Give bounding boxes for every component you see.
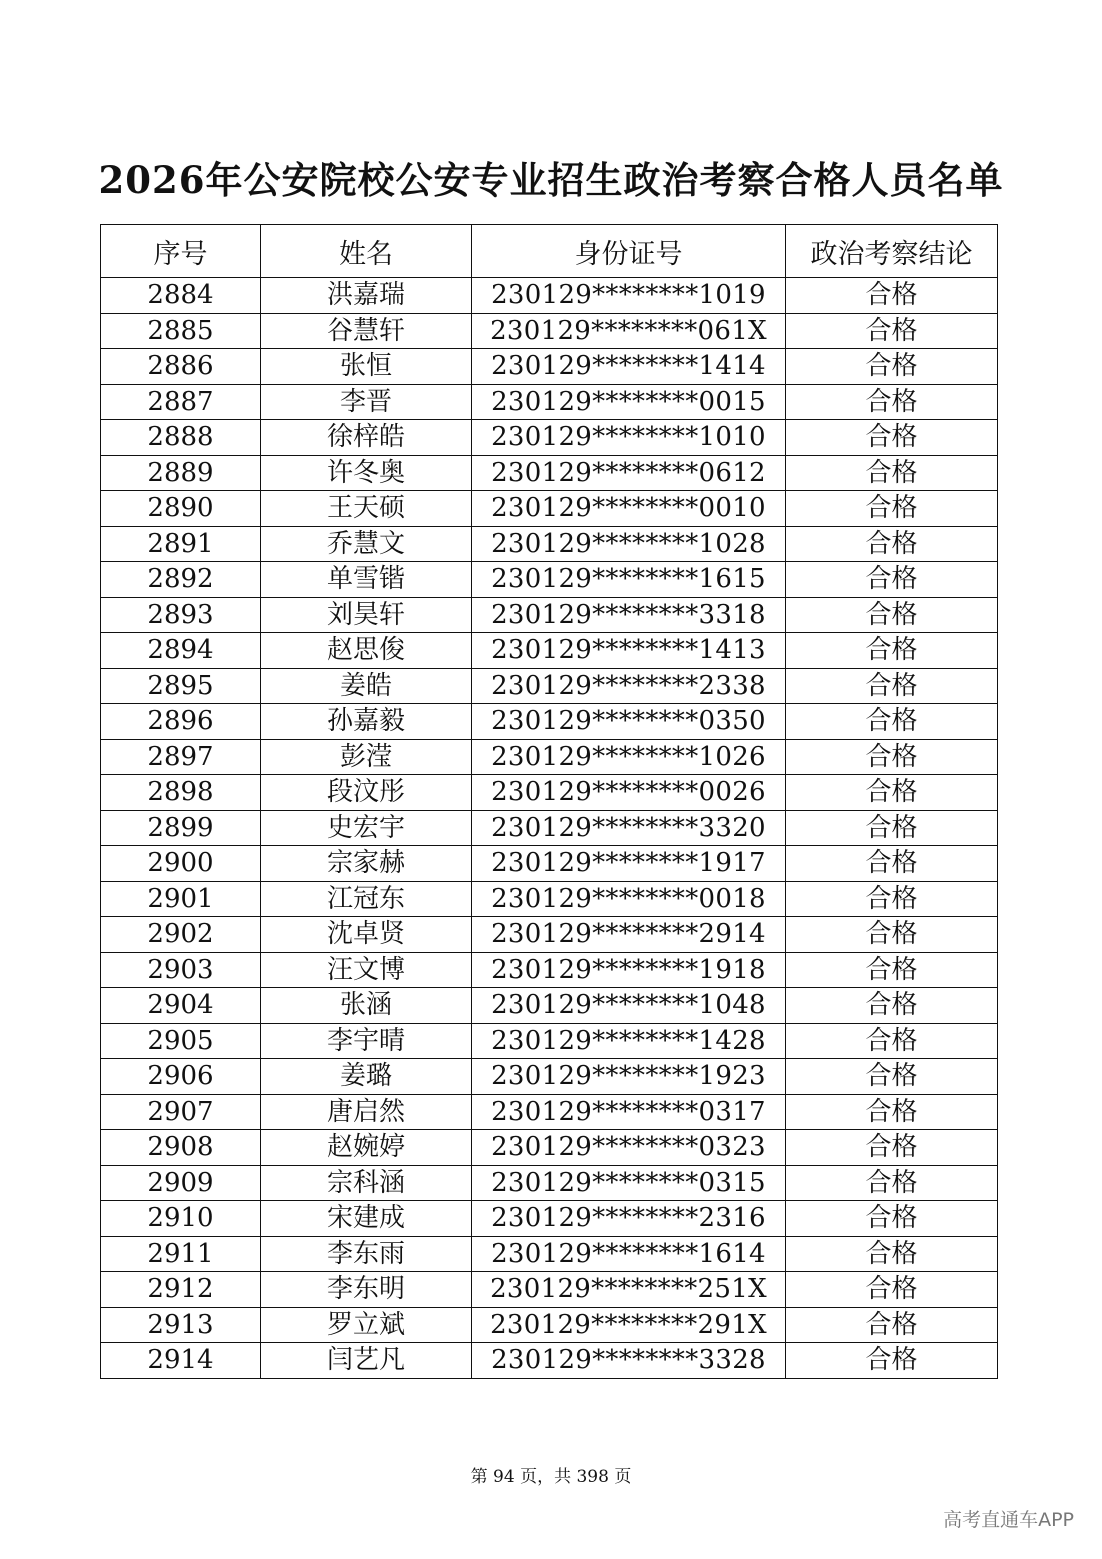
id-number-cell: 230129********0315 <box>472 1165 786 1201</box>
table-row <box>101 917 998 953</box>
table-row <box>101 1343 998 1379</box>
id-number-cell: 230129********1019 <box>472 278 786 314</box>
result-cell: 合格 <box>786 1236 998 1272</box>
name-cell: 罗立斌 <box>261 1307 472 1343</box>
header-id-number: 身份证号 <box>472 225 786 278</box>
serial-cell: 2914 <box>101 1343 261 1379</box>
result-cell: 合格 <box>786 491 998 527</box>
serial-cell: 2890 <box>101 491 261 527</box>
result-cell: 合格 <box>786 810 998 846</box>
serial-cell: 2894 <box>101 633 261 669</box>
table-row <box>101 988 998 1024</box>
result-cell: 合格 <box>786 526 998 562</box>
serial-cell: 2913 <box>101 1307 261 1343</box>
id-number-cell: 230129********0026 <box>472 775 786 811</box>
id-number-cell: 230129********2316 <box>472 1201 786 1237</box>
result-cell: 合格 <box>786 562 998 598</box>
result-cell: 合格 <box>786 917 998 953</box>
id-number-cell: 230129********0612 <box>472 455 786 491</box>
id-number-cell: 230129********1010 <box>472 420 786 456</box>
serial-cell: 2896 <box>101 704 261 740</box>
name-cell: 江冠东 <box>261 881 472 917</box>
table-row <box>101 420 998 456</box>
table-row <box>101 597 998 633</box>
result-cell: 合格 <box>786 846 998 882</box>
table-row <box>101 1165 998 1201</box>
result-cell: 合格 <box>786 349 998 385</box>
table-row <box>101 1130 998 1166</box>
id-number-cell: 230129********3318 <box>472 597 786 633</box>
serial-cell: 2905 <box>101 1023 261 1059</box>
result-cell: 合格 <box>786 384 998 420</box>
serial-cell: 2888 <box>101 420 261 456</box>
table-row <box>101 1307 998 1343</box>
table-row <box>101 1023 998 1059</box>
name-cell: 王天硕 <box>261 491 472 527</box>
id-number-cell: 230129********1048 <box>472 988 786 1024</box>
serial-cell: 2907 <box>101 1094 261 1130</box>
table-row <box>101 526 998 562</box>
id-number-cell: 230129********0018 <box>472 881 786 917</box>
name-cell: 闫艺凡 <box>261 1343 472 1379</box>
result-cell: 合格 <box>786 1307 998 1343</box>
id-number-cell: 230129********1414 <box>472 349 786 385</box>
table-row <box>101 1059 998 1095</box>
header-name: 姓名 <box>261 225 472 278</box>
name-cell: 史宏宇 <box>261 810 472 846</box>
roster-table <box>100 224 998 1379</box>
table-row <box>101 668 998 704</box>
header-serial: 序号 <box>101 225 261 278</box>
serial-cell: 2906 <box>101 1059 261 1095</box>
serial-cell: 2892 <box>101 562 261 598</box>
id-number-cell: 230129********1923 <box>472 1059 786 1095</box>
result-cell: 合格 <box>786 775 998 811</box>
name-cell: 乔慧文 <box>261 526 472 562</box>
serial-cell: 2895 <box>101 668 261 704</box>
name-cell: 谷慧轩 <box>261 313 472 349</box>
name-cell: 赵婉婷 <box>261 1130 472 1166</box>
id-number-cell: 230129********291X <box>472 1307 786 1343</box>
name-cell: 单雪锴 <box>261 562 472 598</box>
name-cell: 汪文博 <box>261 952 472 988</box>
serial-cell: 2901 <box>101 881 261 917</box>
result-cell: 合格 <box>786 1343 998 1379</box>
result-cell: 合格 <box>786 597 998 633</box>
table-row <box>101 491 998 527</box>
result-cell: 合格 <box>786 1023 998 1059</box>
name-cell: 洪嘉瑞 <box>261 278 472 314</box>
result-cell: 合格 <box>786 1201 998 1237</box>
table-row <box>101 278 998 314</box>
id-number-cell: 230129********1428 <box>472 1023 786 1059</box>
name-cell: 李晋 <box>261 384 472 420</box>
name-cell: 宗家赫 <box>261 846 472 882</box>
table-header-row <box>101 225 998 278</box>
name-cell: 宗科涵 <box>261 1165 472 1201</box>
name-cell: 张恒 <box>261 349 472 385</box>
serial-cell: 2885 <box>101 313 261 349</box>
id-number-cell: 230129********0323 <box>472 1130 786 1166</box>
result-cell: 合格 <box>786 420 998 456</box>
table-row <box>101 704 998 740</box>
serial-cell: 2899 <box>101 810 261 846</box>
serial-cell: 2911 <box>101 1236 261 1272</box>
result-cell: 合格 <box>786 1130 998 1166</box>
table-body <box>101 278 998 1379</box>
id-number-cell: 230129********3328 <box>472 1343 786 1379</box>
serial-cell: 2902 <box>101 917 261 953</box>
id-number-cell: 230129********1614 <box>472 1236 786 1272</box>
serial-cell: 2900 <box>101 846 261 882</box>
serial-cell: 2886 <box>101 349 261 385</box>
table-row <box>101 455 998 491</box>
result-cell: 合格 <box>786 633 998 669</box>
id-number-cell: 230129********1026 <box>472 739 786 775</box>
serial-cell: 2884 <box>101 278 261 314</box>
id-number-cell: 230129********3320 <box>472 810 786 846</box>
table-row <box>101 349 998 385</box>
table-row <box>101 952 998 988</box>
serial-cell: 2908 <box>101 1130 261 1166</box>
id-number-cell: 230129********0010 <box>472 491 786 527</box>
serial-cell: 2891 <box>101 526 261 562</box>
serial-cell: 2909 <box>101 1165 261 1201</box>
serial-cell: 2898 <box>101 775 261 811</box>
table-row <box>101 1094 998 1130</box>
page-number: 第 94 页，共 398 页 <box>470 1467 632 1487</box>
table-row <box>101 810 998 846</box>
result-cell: 合格 <box>786 1059 998 1095</box>
serial-cell: 2910 <box>101 1201 261 1237</box>
id-number-cell: 230129********251X <box>472 1272 786 1308</box>
result-cell: 合格 <box>786 704 998 740</box>
result-cell: 合格 <box>786 881 998 917</box>
name-cell: 李宇晴 <box>261 1023 472 1059</box>
id-number-cell: 230129********2914 <box>472 917 786 953</box>
watermark-logo-text: 高考直通车APP <box>943 1509 1074 1531</box>
id-number-cell: 230129********0350 <box>472 704 786 740</box>
name-cell: 宋建成 <box>261 1201 472 1237</box>
name-cell: 张涵 <box>261 988 472 1024</box>
id-number-cell: 230129********0317 <box>472 1094 786 1130</box>
name-cell: 李东雨 <box>261 1236 472 1272</box>
table-row <box>101 313 998 349</box>
table-row <box>101 881 998 917</box>
table-row <box>101 846 998 882</box>
name-cell: 许冬奥 <box>261 455 472 491</box>
serial-cell: 2904 <box>101 988 261 1024</box>
serial-cell: 2903 <box>101 952 261 988</box>
table-row <box>101 775 998 811</box>
id-number-cell: 230129********1028 <box>472 526 786 562</box>
name-cell: 赵思俊 <box>261 633 472 669</box>
result-cell: 合格 <box>786 988 998 1024</box>
result-cell: 合格 <box>786 952 998 988</box>
name-cell: 唐启然 <box>261 1094 472 1130</box>
serial-cell: 2887 <box>101 384 261 420</box>
name-cell: 沈卓贤 <box>261 917 472 953</box>
result-cell: 合格 <box>786 1165 998 1201</box>
name-cell: 姜皓 <box>261 668 472 704</box>
table-row <box>101 739 998 775</box>
name-cell: 段汶彤 <box>261 775 472 811</box>
name-cell: 李东明 <box>261 1272 472 1308</box>
table-row <box>101 633 998 669</box>
result-cell: 合格 <box>786 278 998 314</box>
table-row <box>101 562 998 598</box>
name-cell: 刘昊轩 <box>261 597 472 633</box>
document-title: 2026年公安院校公安专业招生政治考察合格人员名单 <box>98 158 1004 202</box>
name-cell: 彭滢 <box>261 739 472 775</box>
name-cell: 姜璐 <box>261 1059 472 1095</box>
serial-cell: 2897 <box>101 739 261 775</box>
table-row <box>101 384 998 420</box>
name-cell: 孙嘉毅 <box>261 704 472 740</box>
table-row <box>101 1201 998 1237</box>
result-cell: 合格 <box>786 455 998 491</box>
id-number-cell: 230129********2338 <box>472 668 786 704</box>
result-cell: 合格 <box>786 1272 998 1308</box>
table-row <box>101 1272 998 1308</box>
result-cell: 合格 <box>786 668 998 704</box>
id-number-cell: 230129********061X <box>472 313 786 349</box>
serial-cell: 2889 <box>101 455 261 491</box>
result-cell: 合格 <box>786 739 998 775</box>
serial-cell: 2912 <box>101 1272 261 1308</box>
id-number-cell: 230129********1615 <box>472 562 786 598</box>
id-number-cell: 230129********1917 <box>472 846 786 882</box>
result-cell: 合格 <box>786 1094 998 1130</box>
id-number-cell: 230129********1918 <box>472 952 786 988</box>
id-number-cell: 230129********0015 <box>472 384 786 420</box>
serial-cell: 2893 <box>101 597 261 633</box>
id-number-cell: 230129********1413 <box>472 633 786 669</box>
table-row <box>101 1236 998 1272</box>
name-cell: 徐梓皓 <box>261 420 472 456</box>
header-result: 政治考察结论 <box>786 225 998 278</box>
result-cell: 合格 <box>786 313 998 349</box>
